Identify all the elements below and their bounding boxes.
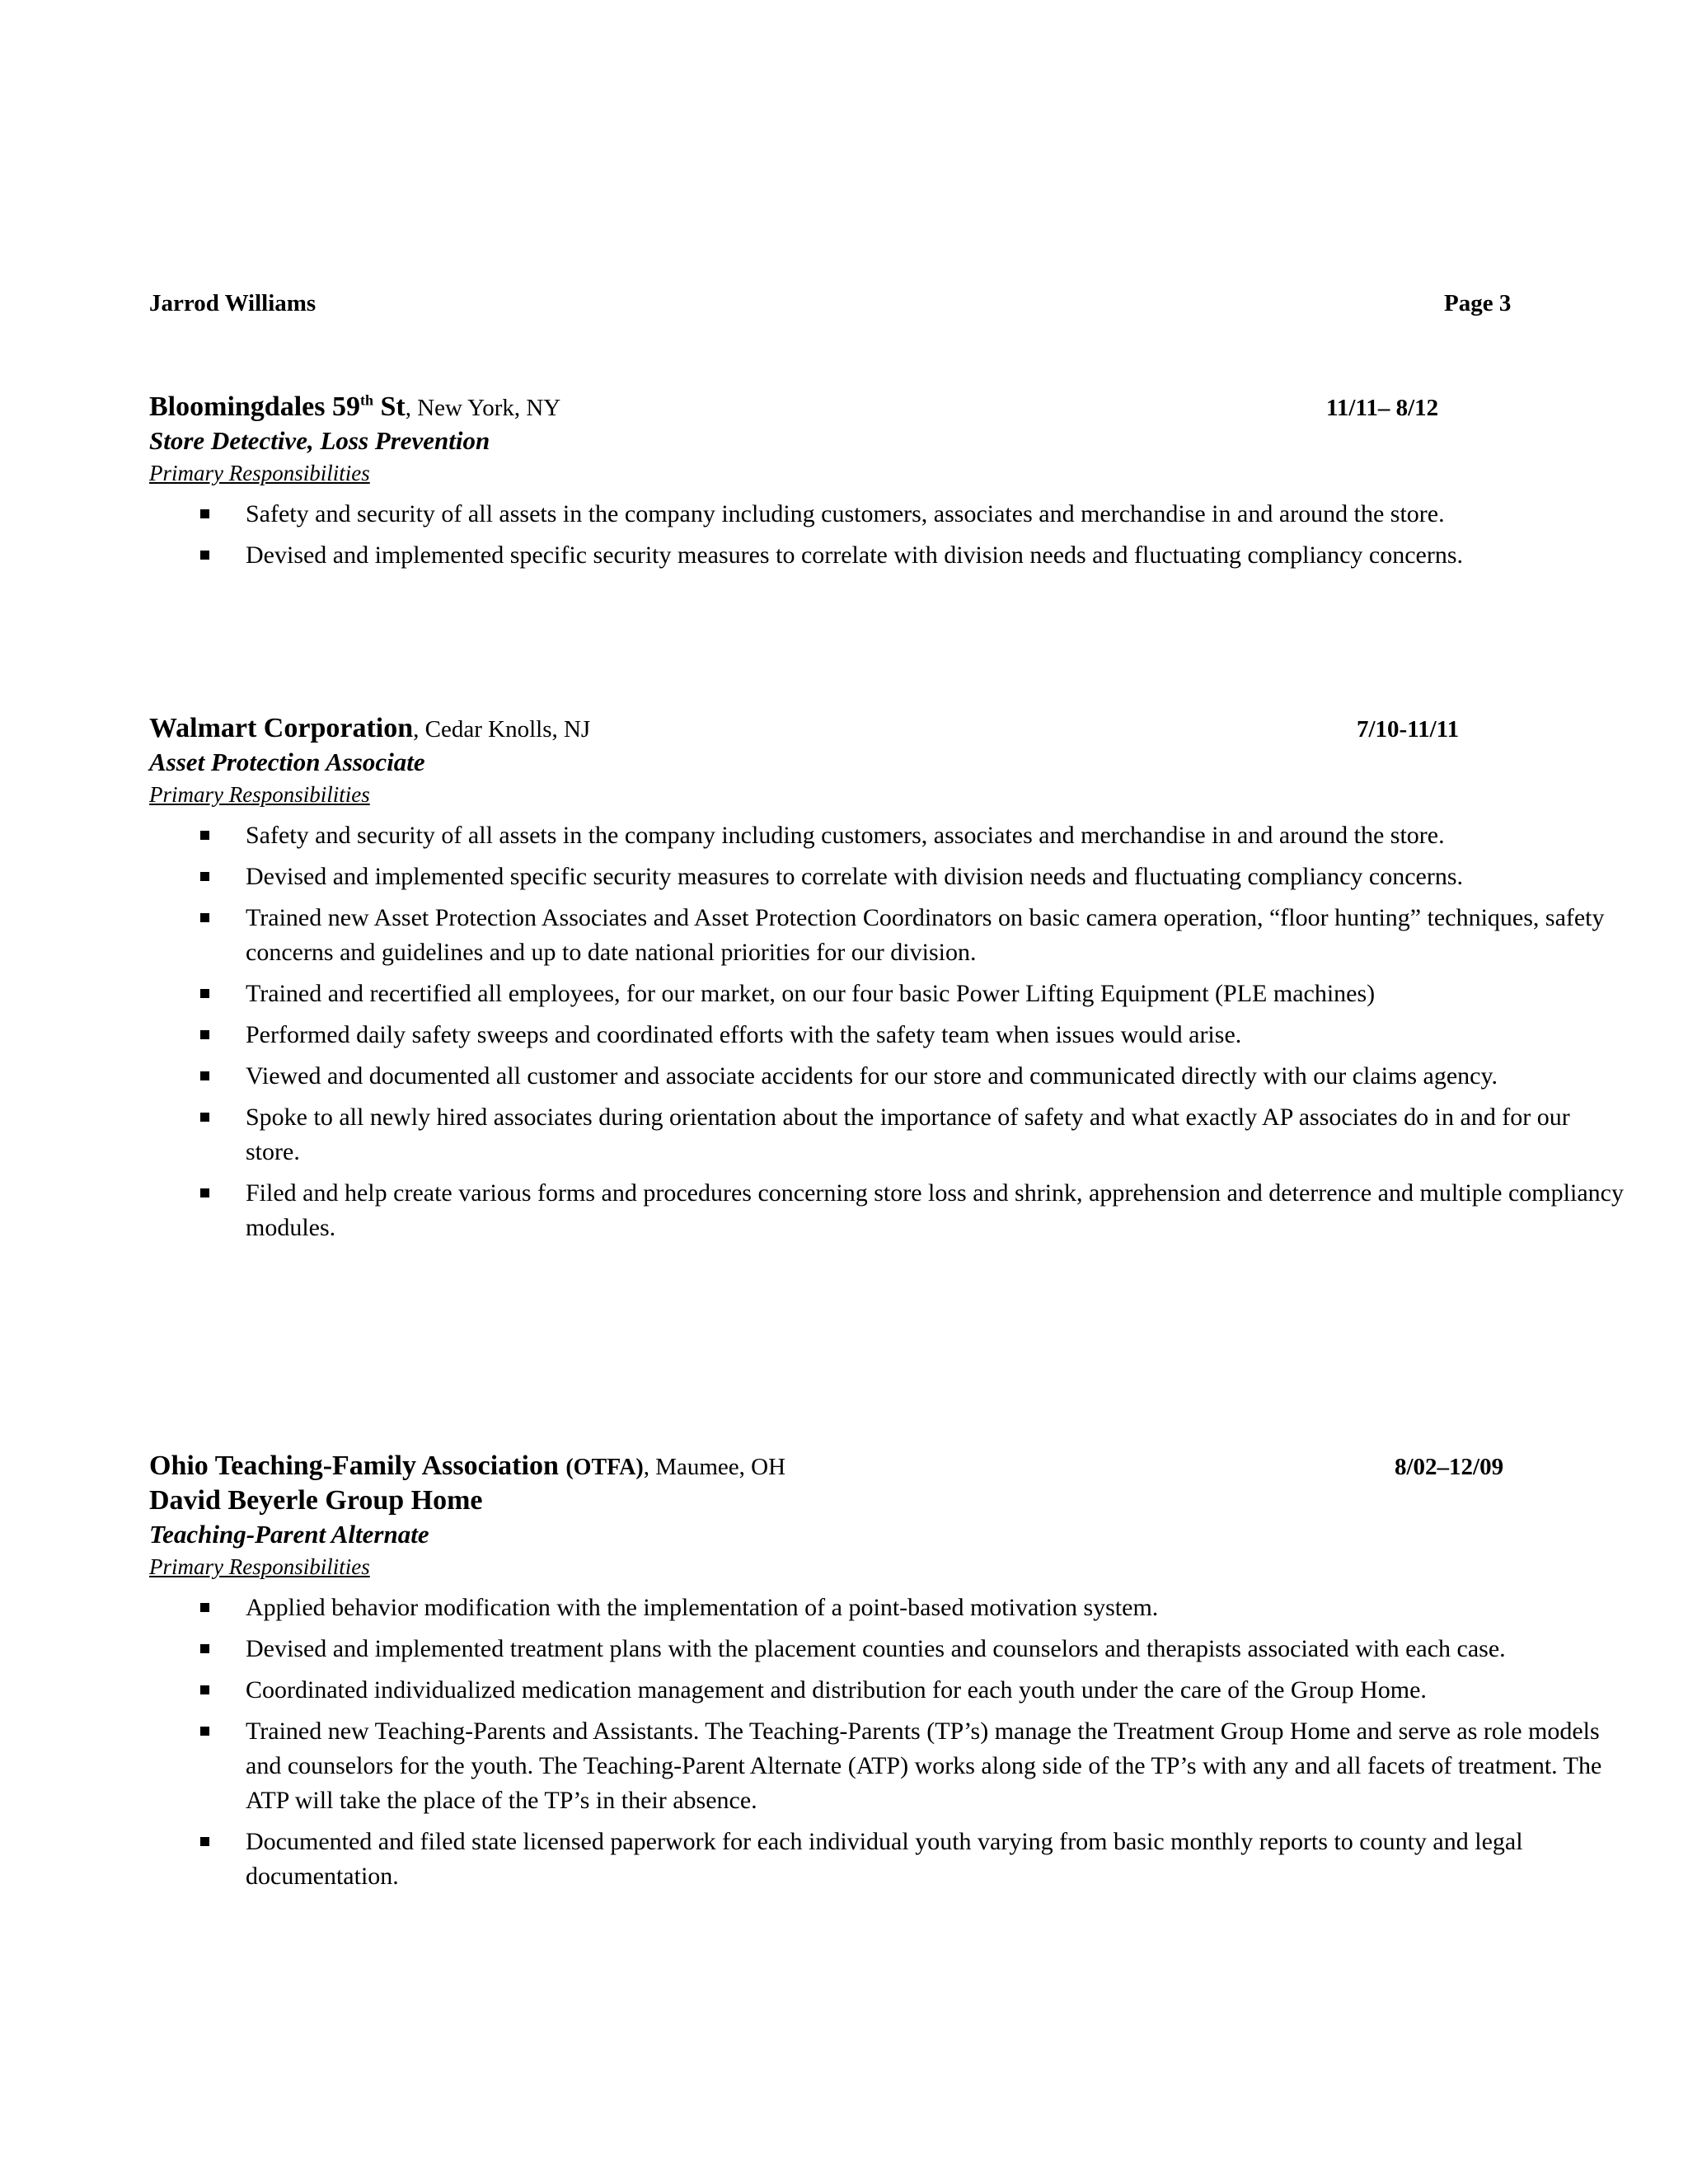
list-item: Safety and security of all assets in the company including customers, associates and merchandise in and around the store. [149,818,1630,853]
list-item: Devised and implemented specific security measures to correlate with division needs and fluctuating compliancy concerns. [149,860,1630,894]
header-name: Jarrod Williams [149,290,316,316]
employer-name: Ohio Teaching-Family Association (OTFA) [149,1451,644,1481]
job-header [149,1451,1517,1485]
list-item: Applied behavior modification with the implementation of a point-based motivation system. [149,1591,1630,1625]
list-item: Devised and implemented treatment plans with the placement counties and counselors and therapists associated with each case. [149,1632,1630,1666]
list-item: Devised and implemented specific security measures to correlate with division needs and fluctuating compliancy concerns. [149,538,1630,573]
job-title: Teaching-Parent Alternate [149,1520,429,1549]
responsibilities-label: Primary Responsibilities [149,782,370,807]
employer-name: Walmart Corporation [149,713,414,743]
list-item: Safety and security of all assets in the company including customers, associates and merchandise in and around the store. [149,497,1630,532]
responsibilities-list [149,1591,1602,1894]
bullet-square-icon [200,1644,209,1653]
bullet-square-icon [200,509,209,518]
bullet-square-icon [200,1603,209,1612]
job-subunit: David Beyerle Group Home [149,1485,483,1516]
bullet-square-icon [200,1071,209,1080]
job-header [149,391,1517,426]
job-location: , Cedar Knolls, NJ [413,716,591,743]
list-item: Trained new Asset Protection Associates and Asset Protection Coordinators on basic camera operation, “floor hunting” techniques, safety concerns and guidelines and up to date national priorities for our division. [149,901,1630,970]
responsibilities-label: Primary Responsibilities [149,461,370,485]
bullet-square-icon [200,1030,209,1039]
bullet-square-icon [200,872,209,881]
job-entry-otfa [149,1451,1602,1900]
bullet-square-icon [200,1188,209,1197]
list-item: Viewed and documented all customer and associate accidents for our store and communicated directly with our claims agency. [149,1059,1630,1094]
job-entry-walmart [149,713,1624,1252]
page-number: Page 3 [1444,290,1512,316]
job-dates: 11/11– 8/12 [1326,395,1439,421]
responsibilities-list [149,497,1517,573]
bullet-square-icon [200,1727,209,1736]
bullet-square-icon [200,989,209,998]
bullet-square-icon [200,1685,209,1694]
list-item: Documented and filed state licensed paperwork for each individual youth varying from basic monthly reports to county and legal documentation. [149,1825,1630,1894]
list-item: Performed daily safety sweeps and coordinated efforts with the safety team when issues would arise. [149,1018,1630,1052]
list-item: Coordinated individualized medication management and distribution for each youth under the care of the Group Home. [149,1673,1630,1708]
bullet-square-icon [200,831,209,840]
list-item: Spoke to all newly hired associates during orientation about the importance of safety and what exactly AP associates do in and for our store. [149,1100,1630,1169]
job-dates: 7/10-11/11 [1357,716,1460,743]
job-entry-bloomingdales [149,391,1517,579]
job-location: , Maumee, OH [643,1454,786,1480]
job-title: Asset Protection Associate [149,748,425,776]
employer-name: Bloomingdales 59th St [149,391,406,422]
responsibilities-list [149,818,1624,1245]
job-dates: 8/02–12/09 [1395,1454,1504,1480]
bullet-square-icon [200,1837,209,1846]
list-item: Filed and help create various forms and procedures concerning store loss and shrink, apprehension and deterrence and multiple compliancy modules. [149,1176,1630,1245]
job-location: , New York, NY [405,395,561,421]
bullet-square-icon [200,913,209,922]
list-item: Trained new Teaching-Parents and Assistants. The Teaching-Parents (TP’s) manage the Treatment Group Home and serve as role models and counselors for the youth. The Teaching-Parent Alternate (ATP) works along side of the TP’s with any and all facets of treatment. The ATP will take the place of the TP’s in their absence. [149,1714,1630,1818]
bullet-square-icon [200,1113,209,1122]
list-item: Trained and recertified all employees, for our market, on our four basic Power Lifting Equipment (PLE machines) [149,977,1630,1011]
responsibilities-label: Primary Responsibilities [149,1554,370,1579]
job-header [149,713,1517,748]
job-title: Store Detective, Loss Prevention [149,426,490,455]
bullet-square-icon [200,551,209,560]
